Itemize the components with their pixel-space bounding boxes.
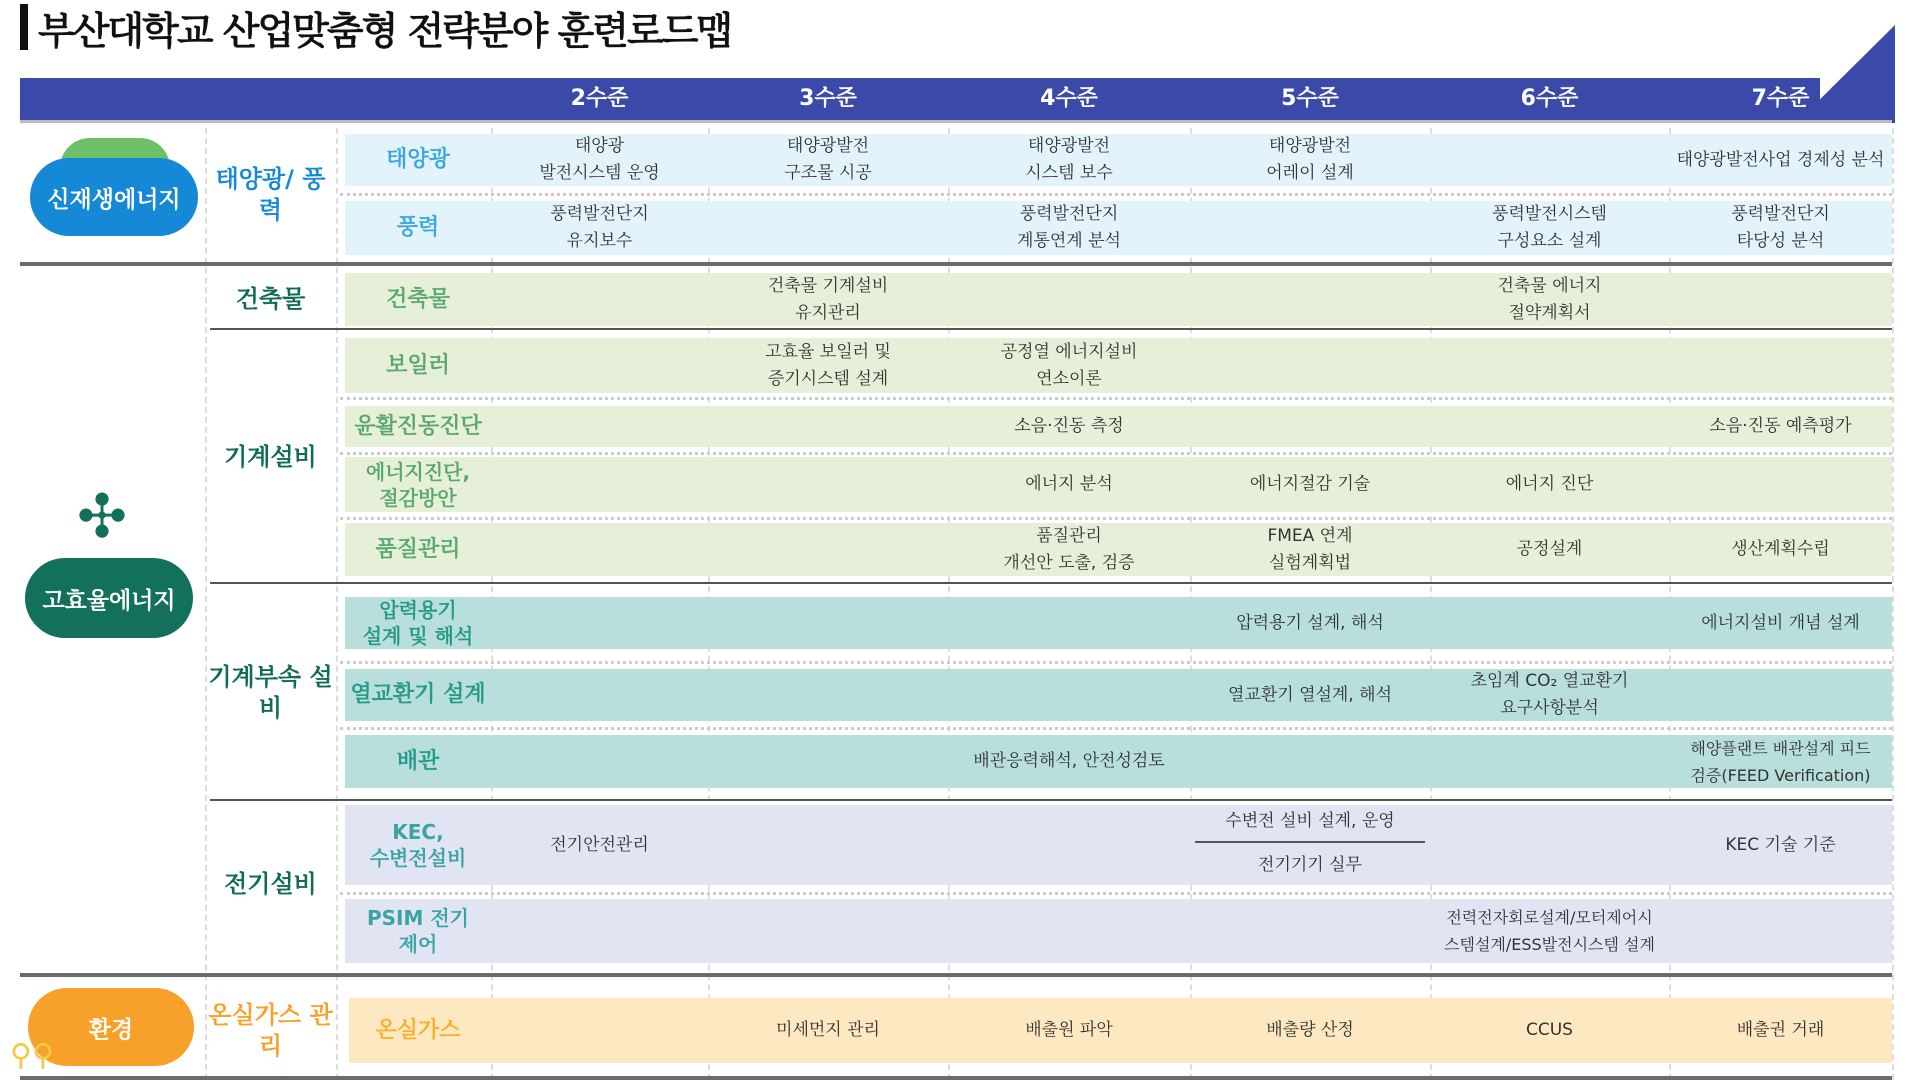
category-label: 기계설비 xyxy=(224,442,317,471)
course-cell: 배출권 거래 xyxy=(1736,1020,1825,1040)
row-label: PSIM 전기 제어 xyxy=(366,906,469,956)
row-label: 온실가스 xyxy=(375,1017,461,1043)
row-label: 압력용기 설계 및 해석 xyxy=(362,598,474,648)
level-header-7: 7수준 xyxy=(1751,86,1810,111)
row-label: 건축물 xyxy=(386,286,450,312)
row-label: 열교환기 설계 xyxy=(350,682,486,707)
row-label: 풍력 xyxy=(396,215,440,240)
course-cell: 태양광발전 구조물 시공 xyxy=(784,136,872,183)
row-separator xyxy=(340,452,1892,455)
category-label: 태양광/ 풍력 xyxy=(215,164,326,224)
course-cell: FMEA 연계 실험계획법 xyxy=(1267,525,1353,573)
course-cell: 태양광 발전시스템 운영 xyxy=(539,136,660,183)
row-separator xyxy=(340,661,1892,664)
tree-icon: ⚲⚲ xyxy=(10,1038,54,1073)
section-divider xyxy=(20,262,1892,266)
roadmap-row xyxy=(345,597,1892,649)
cell-divider xyxy=(1195,841,1425,843)
course-cell: 풍력발전단지 유지보수 xyxy=(550,204,649,251)
course-cell: 소음·진동 예측평가 xyxy=(1709,416,1852,436)
level-header-4: 4수준 xyxy=(1040,86,1098,111)
category-label: 기계부속 설비 xyxy=(208,662,333,722)
course-cell: KEC 기술 기준 xyxy=(1725,834,1836,855)
course-cell: 배출원 파악 xyxy=(1025,1020,1113,1040)
level-header-2: 2수준 xyxy=(570,86,629,111)
course-cell: 고효율 보일러 및 증기시스템 설계 xyxy=(765,341,891,389)
course-cell: 해양플랜트 배관설계 피드 검증(FEED Verification) xyxy=(1690,738,1871,785)
row-label: 에너지진단, 절감방안 xyxy=(365,459,471,510)
row-label: 배관 xyxy=(396,748,440,774)
domain-badge: 환경 xyxy=(28,988,194,1066)
column-divider xyxy=(336,128,338,1080)
course-cell: 전기기기 실무 xyxy=(1258,854,1362,875)
section-divider xyxy=(20,973,1892,977)
course-cell: 풍력발전시스템 구성요소 설계 xyxy=(1492,204,1607,251)
category-label: 건축물 xyxy=(235,285,306,313)
course-cell: 열교환기 열설계, 해석 xyxy=(1227,684,1392,705)
section-divider xyxy=(20,1076,1892,1080)
course-cell: 건축물 기계설비 유지관리 xyxy=(767,275,889,323)
course-cell: 소음·진동 측정 xyxy=(1014,416,1124,436)
course-cell: CCUS xyxy=(1526,1020,1573,1040)
level-header-6: 6수준 xyxy=(1520,86,1579,111)
course-cell: 수변전 설비 설계, 운영 xyxy=(1225,810,1395,831)
row-separator xyxy=(340,397,1892,400)
row-label: 태양광 xyxy=(386,147,450,172)
row-separator xyxy=(340,727,1892,730)
course-cell: 전력전자회로설계/모터제어시 스템설계/ESS발전시스템 설계 xyxy=(1444,908,1655,954)
page-title: 부산대학교 산업맞춤형 전략분야 훈련로드맵 xyxy=(38,9,732,53)
course-cell: 에너지절감 기술 xyxy=(1249,474,1371,494)
group-divider xyxy=(210,328,1892,330)
title-bar xyxy=(20,4,28,50)
row-separator xyxy=(340,892,1892,895)
course-cell: 압력용기 설계, 해석 xyxy=(1236,612,1384,633)
course-cell: 배관응력해석, 안전성검토 xyxy=(973,751,1165,771)
course-cell: 에너지 분석 xyxy=(1025,474,1113,494)
header-underline xyxy=(20,120,1892,123)
course-cell: 초임계 CO₂ 열교환기 요구사항분석 xyxy=(1470,671,1629,718)
course-cell: 배출량 산정 xyxy=(1266,1020,1354,1040)
category-label: 전기설비 xyxy=(224,869,317,898)
course-cell: 풍력발전단지 계통연계 분석 xyxy=(1017,204,1121,251)
course-cell: 미세먼지 관리 xyxy=(776,1020,880,1040)
wind-turbine-icon: ✣ xyxy=(76,482,128,552)
course-cell: 태양광발전 어레이 설계 xyxy=(1266,136,1354,183)
course-cell: 에너지설비 개념 설계 xyxy=(1701,612,1860,633)
course-cell: 태양광발전 시스템 보수 xyxy=(1025,136,1113,183)
row-separator xyxy=(340,193,1892,196)
course-cell: 에너지 진단 xyxy=(1505,474,1594,494)
course-cell: 공정열 에너지설비 연소이론 xyxy=(1000,341,1138,389)
course-cell: 건축물 에너지 절약계획서 xyxy=(1497,275,1602,323)
level-header-5: 5수준 xyxy=(1281,86,1339,111)
course-cell: 공정설계 xyxy=(1516,539,1583,559)
course-cell: 풍력발전단지 타당성 분석 xyxy=(1731,204,1830,251)
level-header-3: 3수준 xyxy=(799,86,857,111)
row-label: 품질관리 xyxy=(375,536,461,562)
column-divider xyxy=(1892,128,1894,1080)
row-separator xyxy=(340,517,1892,520)
category-label: 온실가스 관리 xyxy=(208,1000,333,1060)
course-cell: 전기안전관리 xyxy=(550,834,649,855)
row-label: 보일러 xyxy=(386,352,450,378)
course-cell: 생산계획수립 xyxy=(1731,539,1830,559)
row-label: 윤활진동진단 xyxy=(354,413,482,439)
domain-badge: 신재생에너지 xyxy=(30,158,198,236)
course-cell: 품질관리 개선안 도출, 검증 xyxy=(1003,525,1135,573)
group-divider xyxy=(210,582,1892,584)
group-divider xyxy=(210,799,1892,801)
domain-badge: 고효율에너지 xyxy=(25,558,193,638)
course-cell: 태양광발전사업 경제성 분석 xyxy=(1676,149,1885,170)
row-label: KEC, 수변전설비 xyxy=(369,820,467,870)
